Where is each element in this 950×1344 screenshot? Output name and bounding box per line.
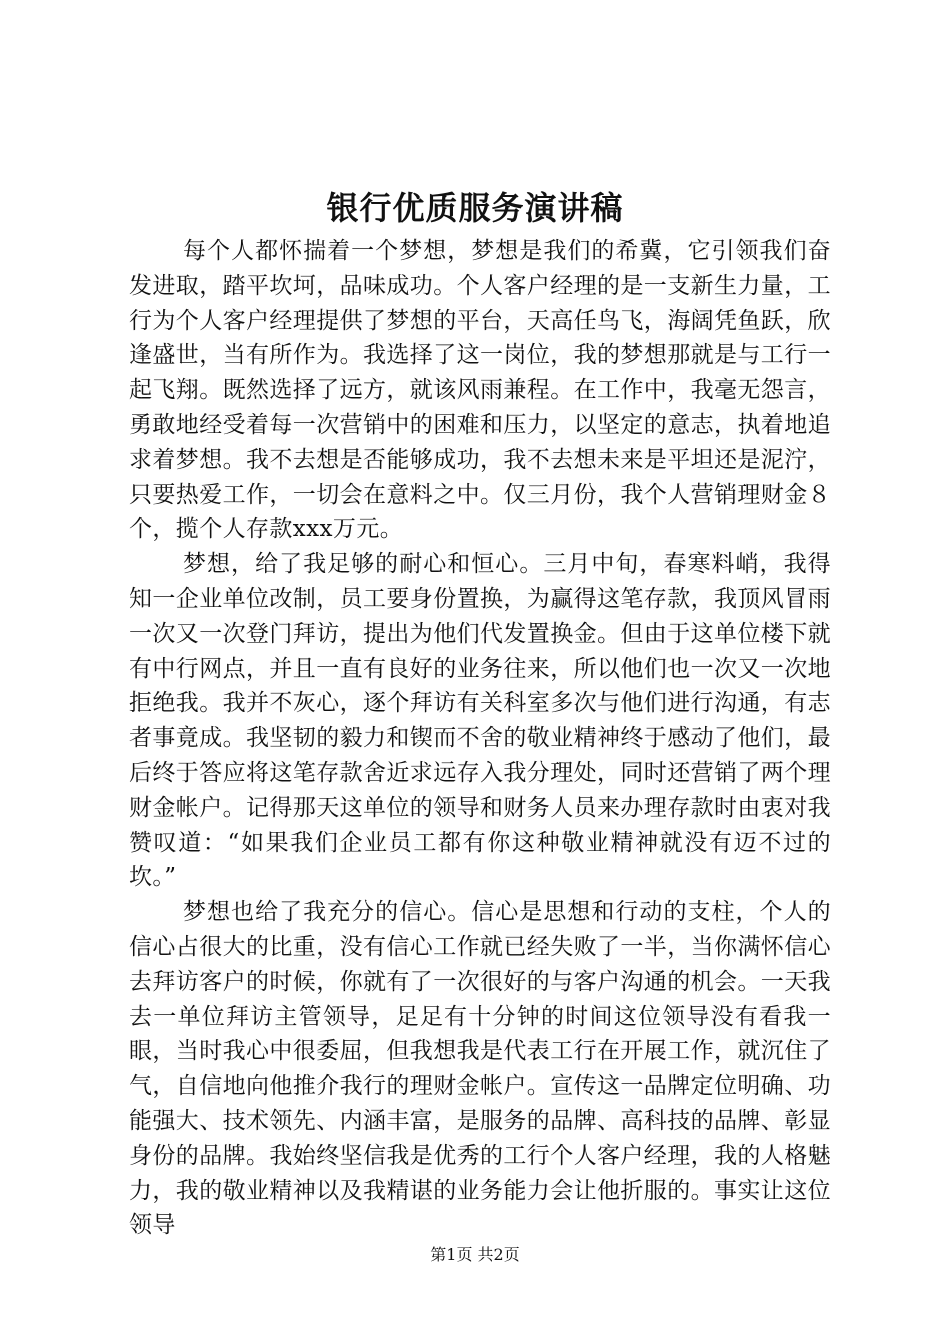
paragraph-2: 梦想，给了我足够的耐心和恒心。三月中旬，春寒料峭，我得知一企业单位改制，员工要身份置换，为赢得这笔存款，我顶风冒雨一次又一次登门拜访，提出为他们代发置换金。但由于这单位楼下就有中行网点，并且一直有良好的业务往来，所以他们也一次又一次地拒绝我。我并不灰心，逐个拜访有关科室多次与他们进行沟通，有志者事竟成。我坚韧的毅力和锲而不舍的敬业精神终于感动了他们，最后终于答应将这笔存款舍近求远存入我分理处，同时还营销了两个理财金帐户。记得那天这单位的领导和财务人员来办理存款时由衷对我赞叹道：“如果我们企业员工都有你这种敬业精神就没有迈不过的坎。” xyxy=(129,551,831,891)
paragraph-1: 每个人都怀揣着一个梦想，梦想是我们的希冀，它引领我们奋发进取，踏平坎坷，品味成功。个人客户经理的是一支新生力量，工行为个人客户经理提供了梦想的平台，天高任鸟飞，海阔凭鱼跃，欣逢盛世，当有所作为。我选择了这一岗位，我的梦想那就是与工行一起飞翔。既然选择了远方，就该风雨兼程。在工作中，我毫无怨言，勇敢地经受着每一次营销中的困难和压力，以坚定的意志，执着地追求着梦想。我不去想是否能够成功，我不去想未来是平坦还是泥泞，只要热爱工作，一切会在意料之中。仅三月份，我个人营销理财金８个，揽个人存款xxx万元。 xyxy=(129,238,831,543)
page-footer: 第1页 共2页 xyxy=(430,1245,520,1264)
paragraph-3: 梦想也给了我充分的信心。信心是思想和行动的支柱，个人的信心占很大的比重，没有信心工作就已经失败了一半，当你满怀信心去拜访客户的时候，你就有了一次很好的与客户沟通的机会。一天我去一单位拜访主管领导，足足有十分钟的时间这位领导没有看我一眼，当时我心中很委屈，但我想我是代表工行在开展工作，就沉住了气，自信地向他推介我行的理财金帐户。宣传这一品牌定位明确、功能强大、技术领先、内涵丰富，是服务的品牌、高科技的品牌、彰显身份的品牌。我始终坚信我是优秀的工行个人客户经理，我的人格魅力，我的敬业精神以及我精谌的业务能力会让他折服的。事实让这位领导 xyxy=(129,899,831,1239)
document-title: 银行优质服务演讲稿 xyxy=(326,189,624,227)
document-body xyxy=(129,234,831,1243)
